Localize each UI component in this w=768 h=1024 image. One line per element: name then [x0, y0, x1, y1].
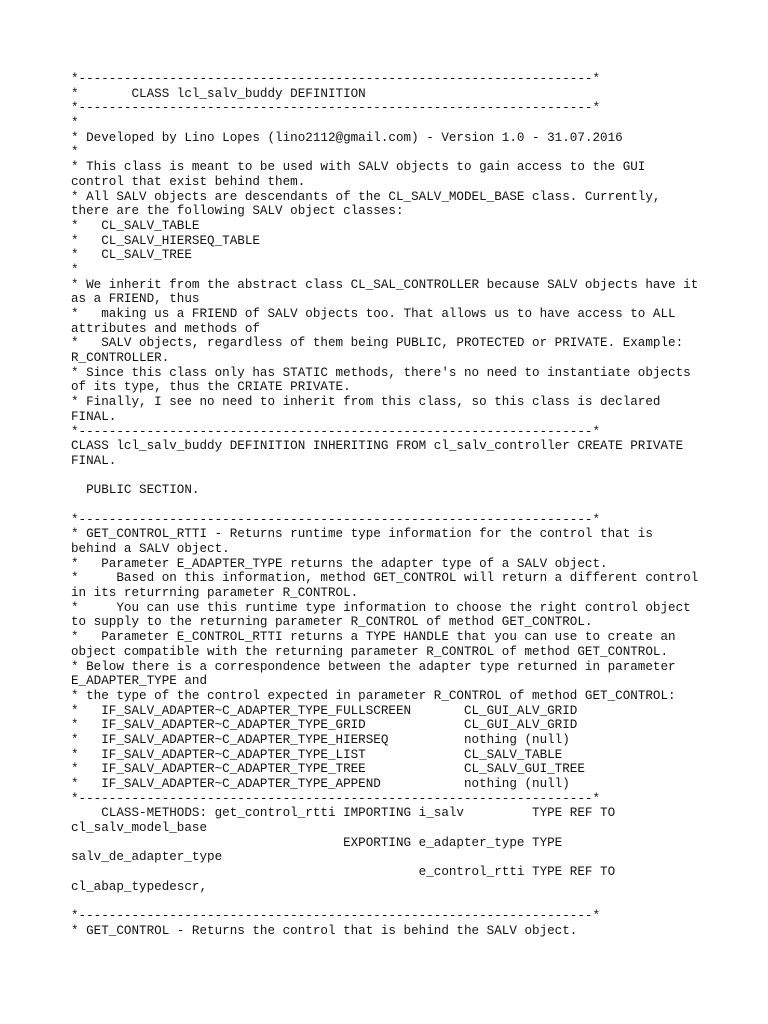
- adapter-mapping-line: * IF_SALV_ADAPTER~C_ADAPTER_TYPE_TREE CL_SALV_GUI_TREE: [71, 762, 585, 777]
- comment-line: * Based on this information, method GET_CONTROL will return a different control: [71, 571, 699, 586]
- comment-line: as a FRIEND, thus: [71, 292, 200, 307]
- comment-line: * We inherit from the abstract class CL_SAL_CONTROLLER because SALV objects have it: [71, 277, 699, 292]
- class-definition-line: FINAL.: [71, 453, 117, 468]
- comment-line: *: [71, 145, 79, 160]
- comment-line: * You can use this runtime type information to choose the right control object: [71, 600, 691, 615]
- author-line: * Developed by Lino Lopes (lino2112@gmail.com) - Version 1.0 - 31.07.2016: [71, 130, 623, 145]
- adapter-mapping-line: * IF_SALV_ADAPTER~C_ADAPTER_TYPE_LIST CL_SALV_TABLE: [71, 747, 563, 762]
- comment-line: R_CONTROLLER.: [71, 351, 170, 366]
- comment-line: control that exist behind them.: [71, 174, 306, 189]
- comment-line: E_ADAPTER_TYPE and: [71, 674, 208, 689]
- comment-line: * Below there is a correspondence between the adapter type returned in parameter: [71, 659, 676, 674]
- comment-line: * Since this class only has STATIC methods, there's no need to instantiate objects: [71, 365, 691, 380]
- blank-line: [71, 895, 711, 910]
- separator-line: *--------------------------------------------------------------------*: [71, 424, 601, 439]
- class-definition-line: CLASS lcl_salv_buddy DEFINITION INHERITING FROM cl_salv_controller CREATE PRIVATE: [71, 439, 684, 454]
- public-section-line: PUBLIC SECTION.: [71, 483, 200, 498]
- comment-line: * GET_CONTROL_RTTI - Returns runtime type information for the control that is: [71, 527, 653, 542]
- comment-line: * SALV objects, regardless of them being PUBLIC, PROTECTED or PRIVATE. Example:: [71, 336, 684, 351]
- comment-line: *: [71, 116, 79, 131]
- adapter-mapping-line: * IF_SALV_ADAPTER~C_ADAPTER_TYPE_HIERSEQ nothing (null): [71, 732, 570, 747]
- comment-line: to supply to the returning parameter R_CONTROL of method GET_CONTROL.: [71, 615, 593, 630]
- method-declaration-line: e_control_rtti TYPE REF TO: [71, 865, 616, 880]
- comment-line: * GET_CONTROL - Returns the control that is behind the SALV object.: [71, 923, 578, 938]
- comment-line: *: [71, 262, 79, 277]
- method-declaration-line: CLASS-METHODS: get_control_rtti IMPORTING i_salv TYPE REF TO: [71, 806, 616, 821]
- comment-line: object compatible with the returning parameter R_CONTROL of method GET_CONTROL.: [71, 644, 669, 659]
- comment-line: * Finally, I see no need to inherit from this class, so this class is declared: [71, 395, 661, 410]
- comment-line: attributes and methods of: [71, 321, 260, 336]
- method-declaration-line: EXPORTING e_adapter_type TYPE: [71, 835, 563, 850]
- comment-line: * CL_SALV_TREE: [71, 248, 192, 263]
- method-declaration-line: cl_salv_model_base: [71, 821, 208, 836]
- comment-line: * making us a FRIEND of SALV objects too. That allows us to have access to ALL: [71, 307, 676, 321]
- adapter-mapping-line: * IF_SALV_ADAPTER~C_ADAPTER_TYPE_APPEND nothing (null): [71, 777, 570, 791]
- comment-line: * Parameter E_ADAPTER_TYPE returns the adapter type of a SALV object.: [71, 556, 608, 571]
- comment-line: * This class is meant to be used with SALV objects to gain access to the GUI: [71, 160, 646, 175]
- comment-line: FINAL.: [71, 409, 117, 424]
- adapter-mapping-line: * IF_SALV_ADAPTER~C_ADAPTER_TYPE_FULLSCREEN CL_GUI_ALV_GRID: [71, 703, 578, 718]
- comment-line: of its type, thus the CRIATE PRIVATE.: [71, 380, 351, 395]
- separator-line: *--------------------------------------------------------------------*: [71, 72, 601, 86]
- separator-line: *--------------------------------------------------------------------*: [71, 101, 601, 116]
- comment-line: * Parameter E_CONTROL_RTTI returns a TYPE HANDLE that you can use to create an: [71, 630, 676, 645]
- blank-line: [71, 469, 711, 484]
- comment-line: * the type of the control expected in parameter R_CONTROL of method GET_CONTROL:: [71, 688, 676, 703]
- comment-line: in its returrning parameter R_CONTROL.: [71, 586, 359, 601]
- method-declaration-line: salv_de_adapter_type: [71, 850, 223, 865]
- class-title-comment: * CLASS lcl_salv_buddy DEFINITION: [71, 86, 366, 101]
- separator-line: *--------------------------------------------------------------------*: [71, 909, 601, 924]
- comment-line: * CL_SALV_HIERSEQ_TABLE: [71, 233, 260, 248]
- comment-line: behind a SALV object.: [71, 542, 230, 556]
- comment-line: * CL_SALV_TABLE: [71, 218, 200, 233]
- separator-line: *--------------------------------------------------------------------*: [71, 791, 601, 806]
- separator-line: *--------------------------------------------------------------------*: [71, 512, 601, 527]
- comment-line: * All SALV objects are descendants of the CL_SALV_MODEL_BASE class. Currently,: [71, 189, 661, 204]
- comment-line: there are the following SALV object classes:: [71, 204, 404, 219]
- method-declaration-line: cl_abap_typedescr,: [71, 879, 208, 894]
- blank-line: [71, 498, 711, 513]
- code-document: [71, 72, 711, 939]
- adapter-mapping-line: * IF_SALV_ADAPTER~C_ADAPTER_TYPE_GRID CL_GUI_ALV_GRID: [71, 718, 578, 733]
